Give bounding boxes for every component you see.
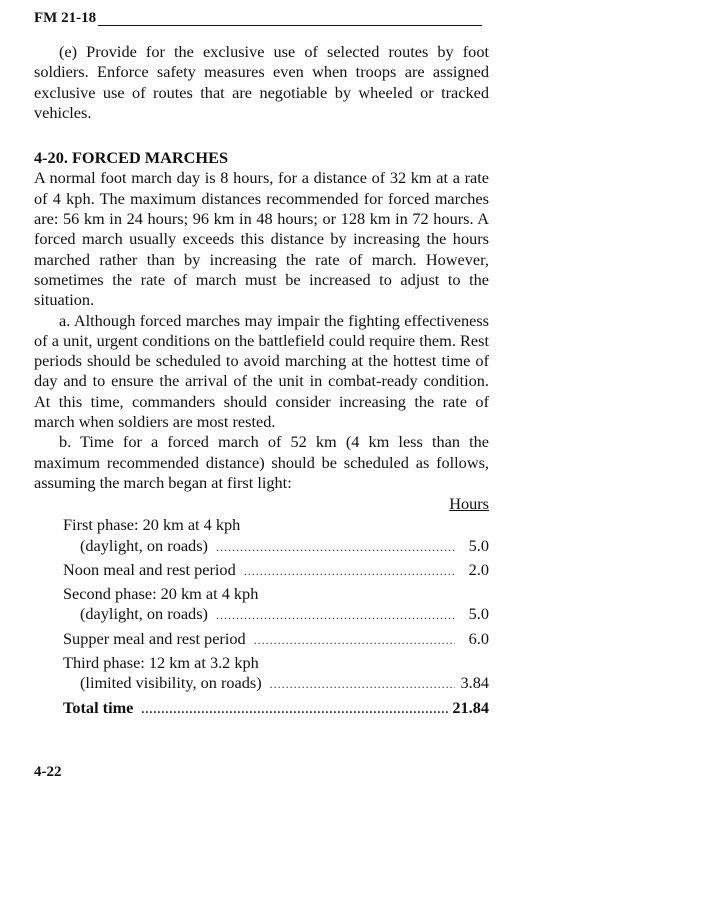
- entry-title: Noon meal and rest period: [63, 559, 236, 579]
- entry-detail: (daylight, on roads): [80, 604, 208, 624]
- paragraph-b: b. Time for a forced march of 52 km (4 km less than the maximum recommended distance) should be scheduled as follows, assuming the march began at first light:: [34, 432, 489, 492]
- entry-title: First phase: 20 km at 4 kph: [63, 515, 241, 535]
- entry-row: [63, 629, 489, 650]
- entry-title: Supper meal and rest period: [63, 628, 246, 648]
- dot-leader: [216, 605, 455, 625]
- entry-row: [63, 673, 489, 694]
- schedule-entry-noon-meal: [34, 560, 489, 581]
- intro-paragraph: (e) Provide for the exclusive use of selected routes by foot soldiers. Enforce safety measures even when troops are assigned exclusive use of routes that are negotiable by wheeled or tracked vehicles.: [34, 42, 489, 122]
- schedule-entry-first-phase: [34, 515, 489, 557]
- entry-detail: (daylight, on roads): [80, 535, 208, 555]
- paragraph-intro: A normal foot march day is 8 hours, for a distance of 32 km at a rate of 4 kph. The maximum distances recommended for forced marches are: 56 km in 24 hours; 96 km in 48 hours; or 128 km in 72 hours. A forced march usually exceeds this distance by increasing the hours marched rather than by increasing the rate of march. However, sometimes the rate of march must be increased to adjust to the situation.: [34, 168, 489, 310]
- dot-leader: [141, 699, 448, 719]
- section-title: 4-20. FORCED MARCHES: [34, 148, 229, 168]
- entry-hours: 5.0: [468, 535, 489, 555]
- dot-leader: [254, 630, 455, 650]
- entry-title: Second phase: 20 km at 4 kph: [63, 584, 259, 604]
- schedule-entry-second-phase: [34, 584, 489, 626]
- paragraph-a: a. Although forced marches may impair the fighting effectiveness of a unit, urgent conditions on the battlefield could require them. Rest periods should be scheduled to avoid marching at the hottest time of day and to ensure the arrival of the unit in combat-ready condition. At this time, commanders should consider increasing the rate of march when soldiers are most rested.: [34, 310, 489, 432]
- dot-leader: [244, 561, 455, 581]
- entry-row: [63, 604, 489, 625]
- entry-hours: 6.0: [468, 628, 489, 648]
- total-label: Total time: [63, 697, 134, 717]
- header-rule: [98, 25, 482, 26]
- hours-column-header: Hours: [449, 494, 489, 514]
- total-row: [63, 698, 489, 719]
- dot-leader: [270, 674, 455, 694]
- entry-detail: (limited visibility, on roads): [80, 673, 262, 693]
- dot-leader: [216, 537, 455, 557]
- page-content: [34, 42, 489, 719]
- schedule-total: [34, 698, 489, 719]
- entry-hours: 2.0: [468, 559, 489, 579]
- entry-hours: 3.84: [460, 673, 489, 693]
- page-number: 4-22: [34, 764, 62, 780]
- entry-row: [63, 560, 489, 581]
- march-schedule: [34, 494, 489, 719]
- schedule-entry-third-phase: [34, 653, 489, 695]
- entry-hours: 5.0: [468, 604, 489, 624]
- entry-row: [63, 536, 489, 557]
- entry-title: Third phase: 12 km at 3.2 kph: [63, 653, 259, 673]
- section-gap: [34, 123, 489, 148]
- total-hours: 21.84: [452, 697, 489, 717]
- schedule-entry-supper-meal: [34, 629, 489, 650]
- manual-id: FM 21-18: [34, 10, 97, 26]
